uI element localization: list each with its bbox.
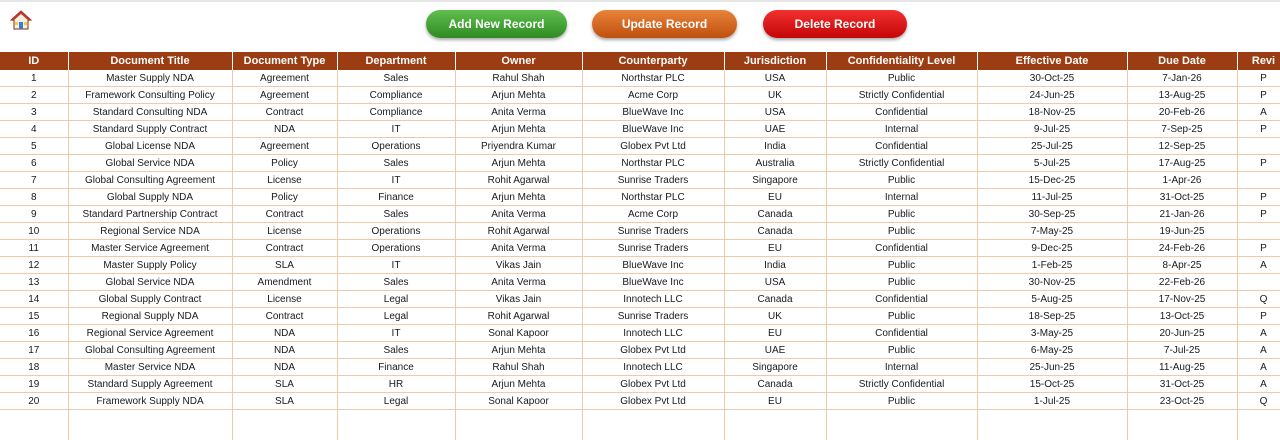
empty-cell[interactable]	[68, 410, 232, 440]
table-cell[interactable]: 1-Jul-25	[977, 393, 1127, 410]
table-cell[interactable]: 17-Aug-25	[1127, 155, 1237, 172]
table-cell[interactable]: 6-May-25	[977, 342, 1127, 359]
table-cell[interactable]: Innotech LLC	[582, 325, 724, 342]
table-cell[interactable]: A	[1237, 104, 1280, 121]
empty-cell[interactable]	[977, 410, 1127, 440]
table-cell[interactable]: 24-Feb-26	[1127, 240, 1237, 257]
table-cell[interactable]: Canada	[724, 223, 826, 240]
table-cell[interactable]: Innotech LLC	[582, 359, 724, 376]
table-cell[interactable]: SLA	[232, 393, 337, 410]
table-cell[interactable]: License	[232, 172, 337, 189]
table-cell[interactable]: Anita Verma	[455, 240, 582, 257]
table-cell[interactable]: 13-Aug-25	[1127, 87, 1237, 104]
top-divider	[0, 0, 1280, 2]
table-cell[interactable]: Globex Pvt Ltd	[582, 376, 724, 393]
table-cell[interactable]: Sonal Kapoor	[455, 393, 582, 410]
table-cell[interactable]: BlueWave Inc	[582, 257, 724, 274]
table-cell[interactable]: A	[1237, 359, 1280, 376]
table-cell[interactable]: 20	[0, 393, 68, 410]
table-cell[interactable]: 7-Jul-25	[1127, 342, 1237, 359]
table-cell[interactable]: Public	[826, 70, 977, 87]
table-cell[interactable]: Rahul Shah	[455, 359, 582, 376]
table-cell[interactable]: Anita Verma	[455, 206, 582, 223]
table-cell[interactable]: 5-Aug-25	[977, 291, 1127, 308]
records-table	[0, 52, 1280, 440]
table-cell[interactable]	[1237, 172, 1280, 189]
column-header[interactable]: Confidentiality Level	[826, 52, 977, 70]
table-cell[interactable]: Rohit Agarwal	[455, 223, 582, 240]
table-cell[interactable]: 18-Nov-25	[977, 104, 1127, 121]
table-cell[interactable]: Legal	[337, 393, 455, 410]
table-cell[interactable]: Operations	[337, 240, 455, 257]
table-row[interactable]	[0, 104, 1280, 121]
table-row[interactable]	[0, 325, 1280, 342]
table-cell[interactable]: Canada	[724, 376, 826, 393]
table-cell[interactable]: Northstar PLC	[582, 155, 724, 172]
table-cell[interactable]: Globex Pvt Ltd	[582, 342, 724, 359]
table-cell[interactable]: Public	[826, 308, 977, 325]
table-cell[interactable]: BlueWave Inc	[582, 104, 724, 121]
table-cell[interactable]: Compliance	[337, 87, 455, 104]
empty-cell[interactable]	[337, 410, 455, 440]
table-cell[interactable]: Global Consulting Agreement	[68, 342, 232, 359]
table-cell[interactable]: 7-May-25	[977, 223, 1127, 240]
table-cell[interactable]: Vikas Jain	[455, 257, 582, 274]
table-cell[interactable]: Strictly Confidential	[826, 87, 977, 104]
table-cell[interactable]: 31-Oct-25	[1127, 189, 1237, 206]
table-cell[interactable]: A	[1237, 342, 1280, 359]
table-cell[interactable]: Legal	[337, 291, 455, 308]
table-cell[interactable]: Northstar PLC	[582, 189, 724, 206]
table-row[interactable]	[0, 308, 1280, 325]
table-cell[interactable]: 2	[0, 87, 68, 104]
table-row[interactable]	[0, 342, 1280, 359]
empty-cell[interactable]	[1127, 410, 1237, 440]
table-cell[interactable]: 15-Oct-25	[977, 376, 1127, 393]
table-cell[interactable]: Standard Consulting NDA	[68, 104, 232, 121]
table-cell[interactable]: NDA	[232, 121, 337, 138]
table-cell[interactable]: Confidential	[826, 138, 977, 155]
table-cell[interactable]: 13	[0, 274, 68, 291]
table-row[interactable]	[0, 291, 1280, 308]
empty-cell[interactable]	[724, 410, 826, 440]
table-cell[interactable]	[1237, 274, 1280, 291]
table-cell[interactable]: 20-Feb-26	[1127, 104, 1237, 121]
table-cell[interactable]: Globex Pvt Ltd	[582, 393, 724, 410]
table-cell[interactable]: SLA	[232, 257, 337, 274]
table-cell[interactable]: Strictly Confidential	[826, 155, 977, 172]
table-cell[interactable]: 6	[0, 155, 68, 172]
table-cell[interactable]: Innotech LLC	[582, 291, 724, 308]
table-cell[interactable]: IT	[337, 325, 455, 342]
table-cell[interactable]: Master Supply Policy	[68, 257, 232, 274]
table-row[interactable]	[0, 393, 1280, 410]
table-cell[interactable]: Singapore	[724, 172, 826, 189]
table-cell[interactable]: 1-Feb-25	[977, 257, 1127, 274]
table-cell[interactable]: 9-Dec-25	[977, 240, 1127, 257]
table-cell[interactable]: 20-Jun-25	[1127, 325, 1237, 342]
table-cell[interactable]: Sales	[337, 342, 455, 359]
column-header[interactable]: Department	[337, 52, 455, 70]
table-cell[interactable]: SLA	[232, 376, 337, 393]
table-cell[interactable]: BlueWave Inc	[582, 121, 724, 138]
table-cell[interactable]: 8-Apr-25	[1127, 257, 1237, 274]
table-cell[interactable]: Master Service NDA	[68, 359, 232, 376]
table-cell[interactable]: Anita Verma	[455, 274, 582, 291]
table-cell[interactable]: P	[1237, 240, 1280, 257]
table-cell[interactable]: Regional Service NDA	[68, 223, 232, 240]
table-cell[interactable]: Finance	[337, 189, 455, 206]
table-cell[interactable]: India	[724, 257, 826, 274]
empty-row[interactable]	[0, 410, 1280, 440]
table-cell[interactable]: 7-Sep-25	[1127, 121, 1237, 138]
table-cell[interactable]: Confidential	[826, 325, 977, 342]
table-cell[interactable]: Arjun Mehta	[455, 87, 582, 104]
table-cell[interactable]: Sonal Kapoor	[455, 325, 582, 342]
table-row[interactable]	[0, 240, 1280, 257]
table-cell[interactable]: 7	[0, 172, 68, 189]
column-header[interactable]: Document Type	[232, 52, 337, 70]
table-cell[interactable]: Standard Supply Agreement	[68, 376, 232, 393]
table-cell[interactable]: 18	[0, 359, 68, 376]
table-cell[interactable]: Contract	[232, 104, 337, 121]
table-cell[interactable]: Confidential	[826, 291, 977, 308]
table-cell[interactable]: Regional Supply NDA	[68, 308, 232, 325]
table-cell[interactable]: UK	[724, 308, 826, 325]
table-row[interactable]	[0, 155, 1280, 172]
update-record-button[interactable]: Update Record	[592, 10, 737, 38]
table-cell[interactable]: Anita Verma	[455, 104, 582, 121]
table-cell[interactable]: P	[1237, 206, 1280, 223]
add-new-record-button[interactable]: Add New Record	[426, 10, 567, 38]
table-cell[interactable]: India	[724, 138, 826, 155]
table-cell[interactable]: Sunrise Traders	[582, 223, 724, 240]
table-cell[interactable]: Standard Supply Contract	[68, 121, 232, 138]
table-cell[interactable]: NDA	[232, 359, 337, 376]
table-cell[interactable]: BlueWave Inc	[582, 274, 724, 291]
table-cell[interactable]: 16	[0, 325, 68, 342]
table-cell[interactable]: HR	[337, 376, 455, 393]
table-cell[interactable]: Public	[826, 172, 977, 189]
table-cell[interactable]: Agreement	[232, 138, 337, 155]
table-row[interactable]	[0, 70, 1280, 87]
table-cell[interactable]: P	[1237, 155, 1280, 172]
table-cell[interactable]: EU	[724, 240, 826, 257]
table-cell[interactable]: 11	[0, 240, 68, 257]
table-cell[interactable]: Policy	[232, 189, 337, 206]
table-cell[interactable]: Public	[826, 206, 977, 223]
table-cell[interactable]: P	[1237, 70, 1280, 87]
empty-cell[interactable]	[232, 410, 337, 440]
table-cell[interactable]: UAE	[724, 342, 826, 359]
column-header[interactable]: Effective Date	[977, 52, 1127, 70]
table-cell[interactable]: Legal	[337, 308, 455, 325]
table-cell[interactable]: Arjun Mehta	[455, 155, 582, 172]
table-cell[interactable]: 15	[0, 308, 68, 325]
table-cell[interactable]: 1	[0, 70, 68, 87]
table-cell[interactable]: Global Supply NDA	[68, 189, 232, 206]
table-cell[interactable]: Confidential	[826, 104, 977, 121]
table-cell[interactable]: Vikas Jain	[455, 291, 582, 308]
table-cell[interactable]: Globex Pvt Ltd	[582, 138, 724, 155]
table-row[interactable]	[0, 87, 1280, 104]
table-cell[interactable]: EU	[724, 189, 826, 206]
table-cell[interactable]: Canada	[724, 291, 826, 308]
column-header[interactable]: Jurisdiction	[724, 52, 826, 70]
table-cell[interactable]: Policy	[232, 155, 337, 172]
table-cell[interactable]: Contract	[232, 308, 337, 325]
table-cell[interactable]: Sales	[337, 155, 455, 172]
table-cell[interactable]: Arjun Mehta	[455, 342, 582, 359]
table-row[interactable]	[0, 223, 1280, 240]
table-row[interactable]	[0, 376, 1280, 393]
column-header[interactable]: Revi	[1237, 52, 1280, 70]
table-cell[interactable]: Confidential	[826, 240, 977, 257]
table-cell[interactable]: Agreement	[232, 70, 337, 87]
table-cell[interactable]: Standard Partnership Contract	[68, 206, 232, 223]
table-cell[interactable]	[1237, 223, 1280, 240]
table-header	[0, 52, 1280, 70]
table-cell[interactable]: 25-Jul-25	[977, 138, 1127, 155]
table-cell[interactable]: Internal	[826, 121, 977, 138]
table-cell[interactable]: Finance	[337, 359, 455, 376]
table-cell[interactable]: Contract	[232, 240, 337, 257]
table-body	[0, 70, 1280, 440]
table-cell[interactable]: Global Service NDA	[68, 155, 232, 172]
table-cell[interactable]: 5-Jul-25	[977, 155, 1127, 172]
table-cell[interactable]: Framework Consulting Policy	[68, 87, 232, 104]
table-cell[interactable]: Northstar PLC	[582, 70, 724, 87]
table-cell[interactable]: Contract	[232, 206, 337, 223]
empty-cell[interactable]	[1237, 410, 1280, 440]
table-cell[interactable]: 23-Oct-25	[1127, 393, 1237, 410]
table-row[interactable]	[0, 189, 1280, 206]
table-cell[interactable]: 30-Sep-25	[977, 206, 1127, 223]
table-cell[interactable]: Acme Corp	[582, 206, 724, 223]
table-cell[interactable]: A	[1237, 325, 1280, 342]
table-cell[interactable]: Priyendra Kumar	[455, 138, 582, 155]
table-cell[interactable]: Strictly Confidential	[826, 376, 977, 393]
table-cell[interactable]: 17-Nov-25	[1127, 291, 1237, 308]
table-cell[interactable]: Internal	[826, 359, 977, 376]
table-cell[interactable]: Sales	[337, 274, 455, 291]
table-row[interactable]	[0, 257, 1280, 274]
table-cell[interactable]: 7-Jan-26	[1127, 70, 1237, 87]
table-cell[interactable]: EU	[724, 393, 826, 410]
column-header[interactable]: ID	[0, 52, 68, 70]
table-cell[interactable]: NDA	[232, 325, 337, 342]
table-cell[interactable]: 30-Oct-25	[977, 70, 1127, 87]
table-row[interactable]	[0, 172, 1280, 189]
table-cell[interactable]: P	[1237, 121, 1280, 138]
table-cell[interactable]: Global License NDA	[68, 138, 232, 155]
column-header[interactable]: Counterparty	[582, 52, 724, 70]
table-cell[interactable]: Framework Supply NDA	[68, 393, 232, 410]
table-cell[interactable]: 25-Jun-25	[977, 359, 1127, 376]
table-cell[interactable]: Compliance	[337, 104, 455, 121]
table-cell[interactable]: Q	[1237, 291, 1280, 308]
empty-cell[interactable]	[826, 410, 977, 440]
table-cell[interactable]: 3	[0, 104, 68, 121]
table-cell[interactable]: USA	[724, 104, 826, 121]
table-cell[interactable]: NDA	[232, 342, 337, 359]
column-header[interactable]: Due Date	[1127, 52, 1237, 70]
table-cell[interactable]: Sunrise Traders	[582, 172, 724, 189]
table-cell[interactable]	[1237, 138, 1280, 155]
table-row[interactable]	[0, 121, 1280, 138]
table-cell[interactable]: IT	[337, 172, 455, 189]
table-cell[interactable]: Q	[1237, 393, 1280, 410]
table-row[interactable]	[0, 206, 1280, 223]
table-cell[interactable]: Arjun Mehta	[455, 121, 582, 138]
table-cell[interactable]: License	[232, 291, 337, 308]
table-cell[interactable]: Public	[826, 393, 977, 410]
table-cell[interactable]: 17	[0, 342, 68, 359]
table-cell[interactable]: 31-Oct-25	[1127, 376, 1237, 393]
table-cell[interactable]: Global Supply Contract	[68, 291, 232, 308]
table-cell[interactable]: Operations	[337, 138, 455, 155]
column-header[interactable]: Owner	[455, 52, 582, 70]
column-header[interactable]: Document Title	[68, 52, 232, 70]
table-cell[interactable]: 8	[0, 189, 68, 206]
table-cell[interactable]: Global Service NDA	[68, 274, 232, 291]
table-cell[interactable]: Australia	[724, 155, 826, 172]
table-cell[interactable]: 5	[0, 138, 68, 155]
table-cell[interactable]: Rohit Agarwal	[455, 172, 582, 189]
table-cell[interactable]: UAE	[724, 121, 826, 138]
table-cell[interactable]: 9	[0, 206, 68, 223]
table-cell[interactable]: 30-Nov-25	[977, 274, 1127, 291]
records-table-container[interactable]	[0, 52, 1280, 440]
table-cell[interactable]: Amendment	[232, 274, 337, 291]
table-cell[interactable]: Arjun Mehta	[455, 189, 582, 206]
table-row[interactable]	[0, 138, 1280, 155]
table-cell[interactable]: 11-Jul-25	[977, 189, 1127, 206]
table-cell[interactable]: License	[232, 223, 337, 240]
table-cell[interactable]: 21-Jan-26	[1127, 206, 1237, 223]
table-cell[interactable]: UK	[724, 87, 826, 104]
empty-cell[interactable]	[582, 410, 724, 440]
table-cell[interactable]: 12	[0, 257, 68, 274]
table-cell[interactable]: USA	[724, 274, 826, 291]
table-cell[interactable]: 19	[0, 376, 68, 393]
table-cell[interactable]: Singapore	[724, 359, 826, 376]
table-cell[interactable]: Rohit Agarwal	[455, 308, 582, 325]
table-cell[interactable]: Public	[826, 223, 977, 240]
table-cell[interactable]: Public	[826, 274, 977, 291]
table-cell[interactable]: Regional Service Agreement	[68, 325, 232, 342]
table-cell[interactable]: P	[1237, 189, 1280, 206]
table-cell[interactable]: 15-Dec-25	[977, 172, 1127, 189]
empty-cell[interactable]	[455, 410, 582, 440]
table-cell[interactable]: EU	[724, 325, 826, 342]
table-cell[interactable]: IT	[337, 257, 455, 274]
table-cell[interactable]: P	[1237, 87, 1280, 104]
table-cell[interactable]: Arjun Mehta	[455, 376, 582, 393]
table-cell[interactable]: 14	[0, 291, 68, 308]
table-cell[interactable]: 24-Jun-25	[977, 87, 1127, 104]
table-cell[interactable]: 10	[0, 223, 68, 240]
table-cell[interactable]: Global Consulting Agreement	[68, 172, 232, 189]
empty-cell[interactable]	[0, 410, 68, 440]
table-cell[interactable]: USA	[724, 70, 826, 87]
table-cell[interactable]: A	[1237, 376, 1280, 393]
delete-record-button[interactable]: Delete Record	[763, 10, 907, 38]
table-row[interactable]	[0, 359, 1280, 376]
table-cell[interactable]: 11-Aug-25	[1127, 359, 1237, 376]
table-cell[interactable]: Internal	[826, 189, 977, 206]
table-cell[interactable]: 19-Jun-25	[1127, 223, 1237, 240]
table-cell[interactable]: Sales	[337, 70, 455, 87]
table-cell[interactable]: Public	[826, 257, 977, 274]
table-cell[interactable]: 3-May-25	[977, 325, 1127, 342]
table-cell[interactable]: Sunrise Traders	[582, 240, 724, 257]
table-cell[interactable]: Rahul Shah	[455, 70, 582, 87]
table-cell[interactable]: Public	[826, 342, 977, 359]
table-cell[interactable]: 4	[0, 121, 68, 138]
table-cell[interactable]: Acme Corp	[582, 87, 724, 104]
table-row[interactable]	[0, 274, 1280, 291]
table-cell[interactable]: Sunrise Traders	[582, 308, 724, 325]
home-icon[interactable]	[10, 9, 32, 31]
table-cell[interactable]: 12-Sep-25	[1127, 138, 1237, 155]
table-cell[interactable]: Master Service Agreement	[68, 240, 232, 257]
table-cell[interactable]: IT	[337, 121, 455, 138]
table-cell[interactable]: Master Supply NDA	[68, 70, 232, 87]
table-cell[interactable]: Sales	[337, 206, 455, 223]
table-cell[interactable]: 18-Sep-25	[977, 308, 1127, 325]
table-cell[interactable]: A	[1237, 257, 1280, 274]
table-cell[interactable]: 9-Jul-25	[977, 121, 1127, 138]
table-cell[interactable]: Agreement	[232, 87, 337, 104]
table-cell[interactable]: Canada	[724, 206, 826, 223]
table-cell[interactable]: 1-Apr-26	[1127, 172, 1237, 189]
table-cell[interactable]: 13-Oct-25	[1127, 308, 1237, 325]
table-cell[interactable]: 22-Feb-26	[1127, 274, 1237, 291]
table-cell[interactable]: Operations	[337, 223, 455, 240]
table-cell[interactable]: P	[1237, 308, 1280, 325]
